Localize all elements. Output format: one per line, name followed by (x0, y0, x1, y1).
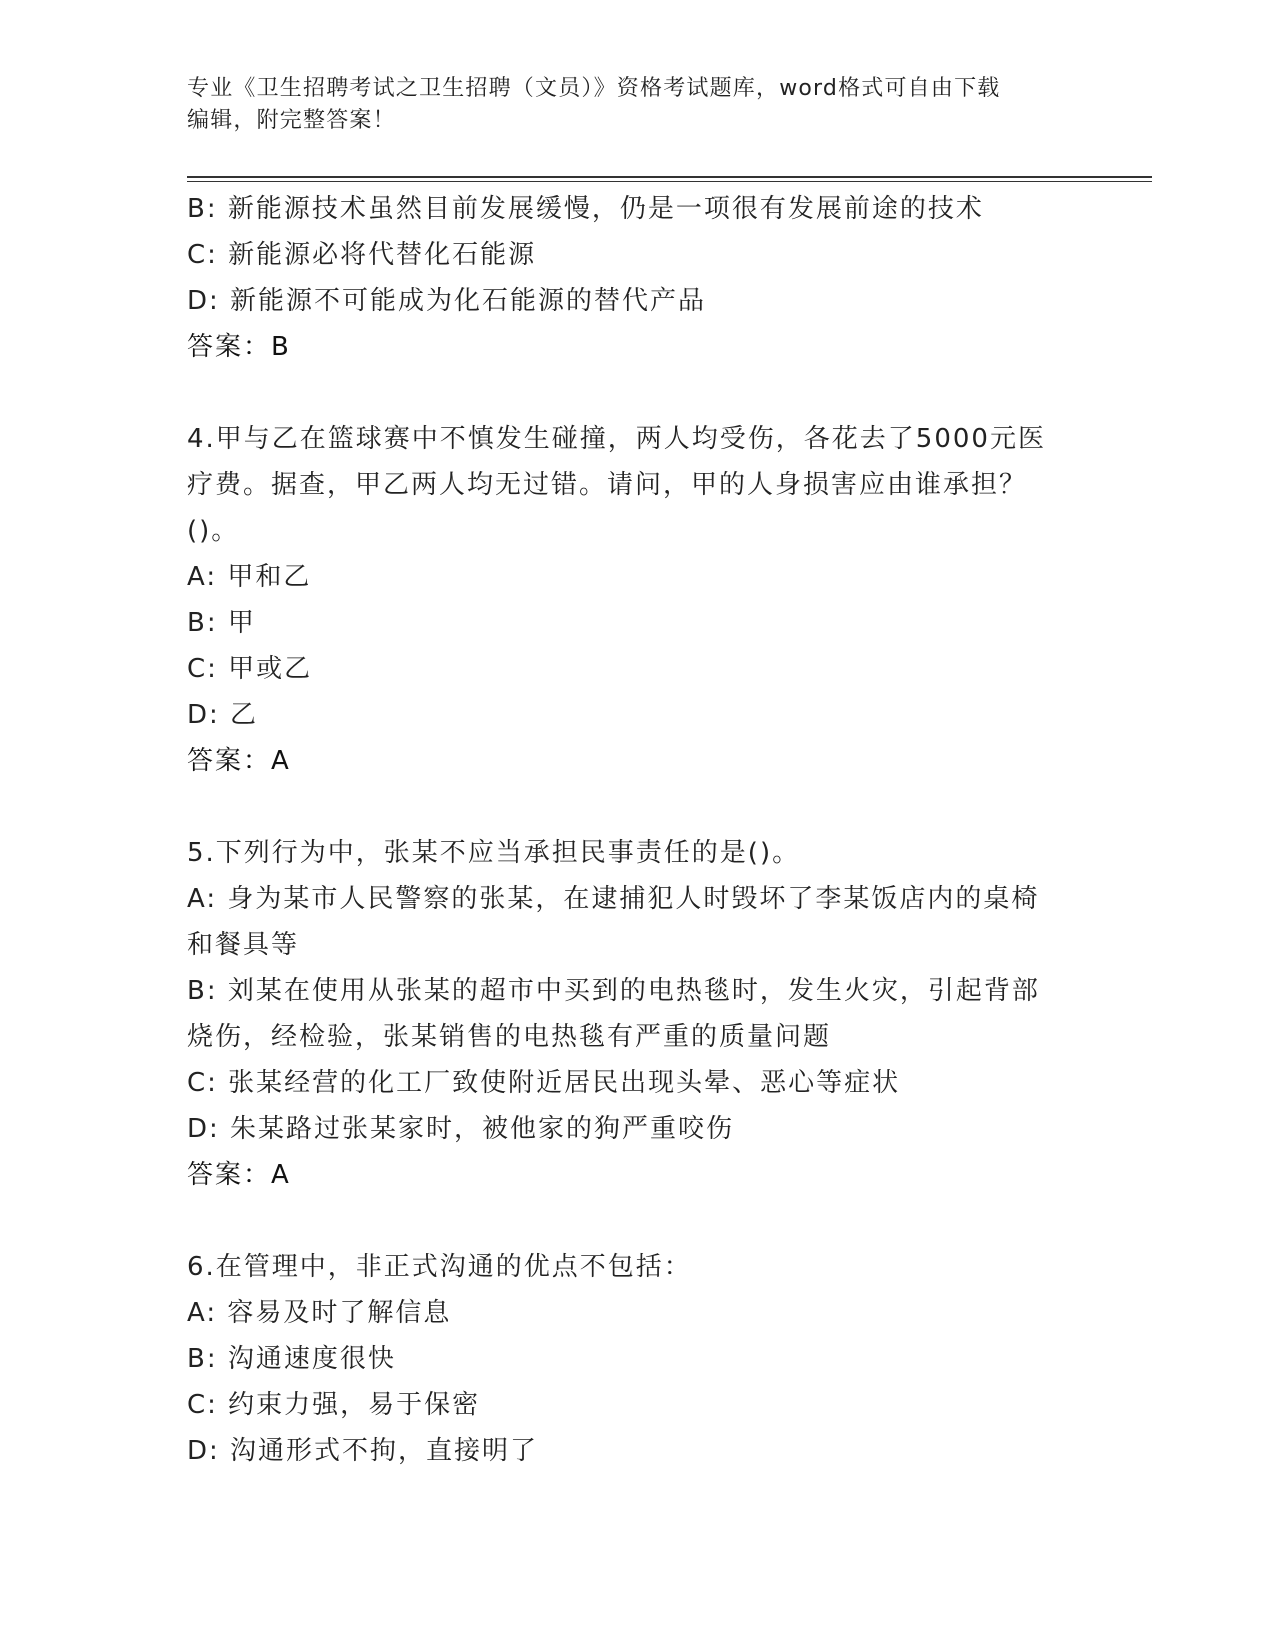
option-a-continued: 和餐具等 (187, 930, 300, 960)
option-a: A: 容易及时了解信息 (187, 1298, 452, 1328)
question-3 (187, 186, 1087, 370)
question-stem: 5.下列行为中，张某不应当承担民事责任的是()。 (187, 838, 801, 868)
option-b: B: 甲 (187, 608, 256, 638)
header-divider-thin (187, 181, 1152, 182)
option-b: B: 刘某在使用从张某的超市中买到的电热毯时，发生火灾，引起背部 (187, 976, 1040, 1006)
option-b: B: 沟通速度很快 (187, 1344, 396, 1374)
option-b: B: 新能源技术虽然目前发展缓慢，仍是一项很有发展前途的技术 (187, 194, 984, 224)
option-d: D: 朱某路过张某家时，被他家的狗严重咬伤 (187, 1114, 735, 1144)
question-stem: 疗费。据查，甲乙两人均无过错。请问，甲的人身损害应由谁承担？ (187, 470, 1028, 500)
header-line: 专业《卫生招聘考试之卫生招聘（文员）》资格考试题库，word格式可自由下载 (187, 76, 1001, 101)
option-c: C: 新能源必将代替化石能源 (187, 240, 537, 270)
question-stem: 6.在管理中，非正式沟通的优点不包括： (187, 1252, 692, 1282)
option-c: C: 约束力强，易于保密 (187, 1390, 481, 1420)
option-c: C: 甲或乙 (187, 654, 313, 684)
option-d: D: 新能源不可能成为化石能源的替代产品 (187, 286, 707, 316)
question-4 (187, 416, 1087, 784)
option-c: C: 张某经营的化工厂致使附近居民出现头晕、恶心等症状 (187, 1068, 901, 1098)
question-stem: ()。 (187, 516, 240, 546)
option-a: A: 身为某市人民警察的张某，在逮捕犯人时毁坏了李某饭店内的桌椅 (187, 884, 1040, 914)
question-6 (187, 1244, 1087, 1474)
page-header (187, 73, 1087, 137)
option-d: D: 乙 (187, 700, 259, 730)
question-5 (187, 830, 1087, 1198)
option-b-continued: 烧伤，经检验，张某销售的电热毯有严重的质量问题 (187, 1022, 832, 1052)
answer: 答案：B (187, 332, 291, 362)
header-divider (187, 176, 1152, 178)
question-stem: 4.甲与乙在篮球赛中不慎发生碰撞，两人均受伤，各花去了5000元医 (187, 424, 1046, 454)
question-list (187, 186, 1087, 1474)
option-d: D: 沟通形式不拘，直接明了 (187, 1436, 539, 1466)
option-a: A: 甲和乙 (187, 562, 312, 592)
header-line: 编辑，附完整答案！ (187, 108, 396, 133)
answer: 答案：A (187, 1160, 291, 1190)
answer: 答案：A (187, 746, 291, 776)
